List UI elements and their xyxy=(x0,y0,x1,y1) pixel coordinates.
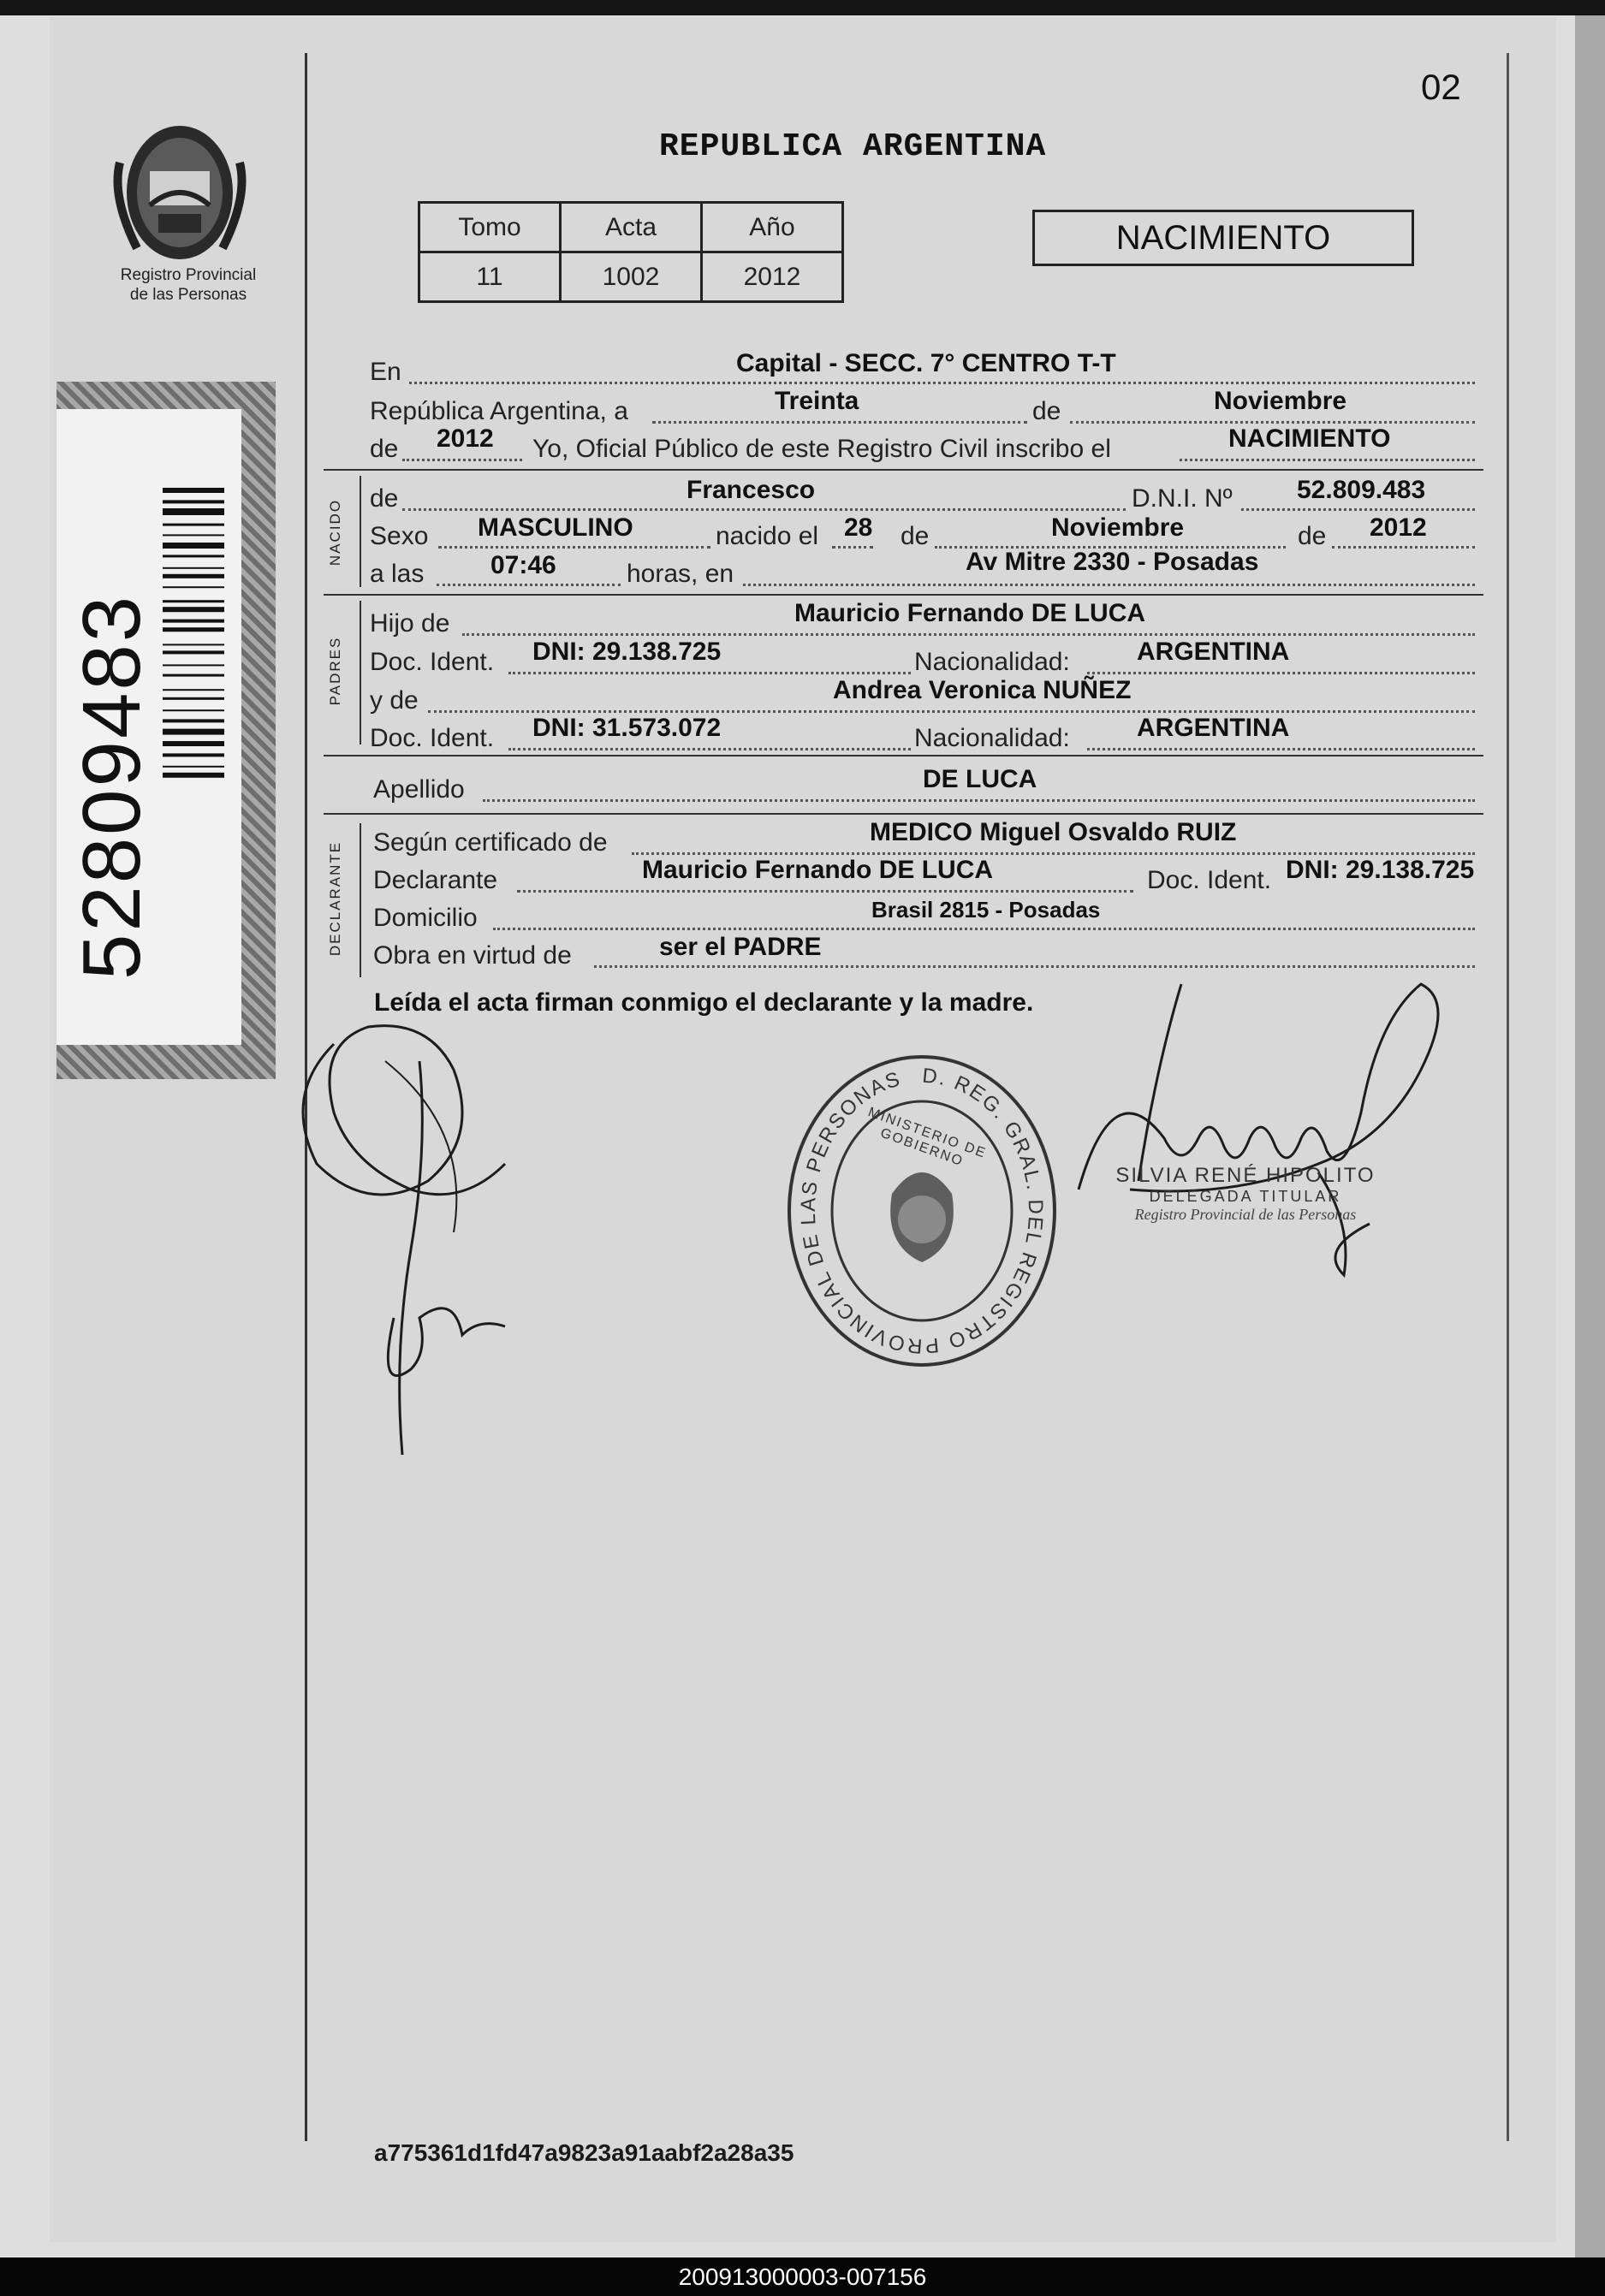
closing-statement: Leída el acta firman conmigo el declarante y la madre. xyxy=(374,988,1034,1017)
dotted-line xyxy=(743,584,1475,586)
dotted-line xyxy=(483,799,1475,802)
declarant-signature xyxy=(282,993,539,1472)
dotted-line xyxy=(832,546,873,549)
nacido-el-label: nacido el xyxy=(716,522,819,550)
de-label: de xyxy=(1032,397,1061,425)
father-name-value: Mauricio Fernando DE LUCA xyxy=(794,599,1146,627)
book-edge xyxy=(1575,15,1605,2257)
nacionalidad-label: Nacionalidad: xyxy=(914,648,1070,676)
child-name-value: Francesco xyxy=(687,476,816,504)
nacionalidad-label: Nacionalidad: xyxy=(914,724,1070,752)
oficial-text: Yo, Oficial Público de este Registro Civil inscribo el xyxy=(532,435,1111,463)
obra-value: ser el PADRE xyxy=(659,933,822,961)
seal-inner-text: MINISTERIO DE GOBIERNO xyxy=(865,1105,989,1170)
page-title: REPUBLICA ARGENTINA xyxy=(659,128,1047,165)
dotted-line xyxy=(1087,672,1475,674)
tomo-header: Tomo xyxy=(419,203,561,252)
apellido-label: Apellido xyxy=(373,775,465,804)
domicilio-value: Brasil 2815 - Posadas xyxy=(871,897,1101,923)
official-registry: Registro Provincial de las Personas xyxy=(1134,1206,1357,1223)
barcode-bar xyxy=(163,664,224,666)
acta-value: 1002 xyxy=(561,252,702,302)
dotted-line xyxy=(1180,459,1475,461)
birth-month-value: Noviembre xyxy=(1051,513,1185,542)
barcode-number: 52809483 xyxy=(66,593,158,980)
hijo-label: Hijo de xyxy=(370,609,450,638)
footer-identifier: 200913000003-007156 xyxy=(0,2257,1605,2296)
cert-label: Según certificado de xyxy=(373,828,608,857)
time-value: 07:46 xyxy=(490,551,556,579)
nacido-de-label: de xyxy=(370,484,399,513)
barcode-bar xyxy=(163,488,224,493)
barcode-bar xyxy=(163,773,224,778)
sexo-label: Sexo xyxy=(370,522,429,550)
barcode-bar xyxy=(163,543,224,549)
right-margin-line xyxy=(1507,53,1509,2141)
year-label: de xyxy=(370,435,399,463)
dni-label: D.N.I. Nº xyxy=(1132,484,1233,513)
day-word-value: Treinta xyxy=(775,387,859,415)
barcode-bar xyxy=(163,674,224,677)
padres-section-label: PADRES xyxy=(327,636,343,706)
republica-label: República Argentina, a xyxy=(370,397,628,425)
event-value: NACIMIENTO xyxy=(1228,424,1391,453)
tomo-value: 11 xyxy=(419,252,561,302)
obra-label: Obra en virtud de xyxy=(373,941,572,970)
barcode-bar xyxy=(163,644,224,645)
dotted-line xyxy=(1332,546,1475,549)
barcode-bar xyxy=(163,508,224,515)
barcode-bar xyxy=(163,753,224,756)
official-role: DELEGADA TITULAR xyxy=(1149,1188,1342,1205)
dotted-line xyxy=(508,748,911,751)
dotted-line xyxy=(493,928,1475,930)
place-value: Capital - SECC. 7° CENTRO T-T xyxy=(736,349,1116,377)
declarante-doc-value: DNI: 29.138.725 xyxy=(1286,856,1475,884)
domicilio-label: Domicilio xyxy=(373,904,478,932)
barcode-bars xyxy=(163,488,224,967)
barcode-bar xyxy=(163,620,224,623)
dotted-line xyxy=(462,633,1475,636)
barcode-bar xyxy=(163,586,224,588)
section-rule xyxy=(324,594,1483,596)
dotted-line xyxy=(1070,421,1475,424)
barcode-bar xyxy=(163,650,224,654)
section-bracket xyxy=(360,476,361,587)
dotted-line xyxy=(428,710,1475,713)
dotted-line xyxy=(409,382,1475,384)
de-label: de xyxy=(901,522,930,550)
barcode-bar xyxy=(163,600,224,602)
mother-name-value: Andrea Veronica NUÑEZ xyxy=(833,676,1132,704)
father-nationality-value: ARGENTINA xyxy=(1137,638,1290,666)
barcode-bar xyxy=(163,534,224,536)
dotted-line xyxy=(438,546,710,549)
barcode-bar xyxy=(163,500,224,503)
barcode-bar xyxy=(163,766,224,768)
dotted-line xyxy=(517,890,1133,893)
barcode-bar xyxy=(163,689,224,691)
year-value: 2012 xyxy=(437,424,494,453)
dotted-line xyxy=(508,672,911,674)
dotted-line xyxy=(1241,508,1475,511)
dotted-line xyxy=(402,508,1126,511)
logo-caption xyxy=(86,265,291,305)
barcode-bar xyxy=(163,729,224,735)
declarante-section-label: DECLARANTE xyxy=(327,840,343,957)
sexo-value: MASCULINO xyxy=(478,513,633,542)
logo-caption-line2: de las Personas xyxy=(129,286,247,304)
father-doc-value: DNI: 29.138.725 xyxy=(532,638,722,666)
barcode-bar xyxy=(163,741,224,746)
section-rule xyxy=(324,755,1483,756)
section-rule xyxy=(324,469,1483,471)
barcode-bar xyxy=(163,719,224,722)
dotted-line xyxy=(402,459,522,461)
dotted-line xyxy=(652,421,1027,424)
barcode-bar xyxy=(163,627,224,632)
barcode-bar xyxy=(163,709,224,711)
document-type-box: NACIMIENTO xyxy=(1032,210,1414,266)
official-seal xyxy=(781,1048,1063,1391)
section-rule xyxy=(324,813,1483,815)
barcode-bar xyxy=(163,555,224,557)
doc-ident-label: Doc. Ident. xyxy=(1147,866,1272,894)
logo-caption-line1: Registro Provincial xyxy=(120,266,257,284)
doc-ident-label: Doc. Ident. xyxy=(370,648,495,676)
alas-label: a las xyxy=(370,560,425,588)
anio-header: Año xyxy=(702,203,843,252)
birth-year-value: 2012 xyxy=(1370,513,1427,542)
cert-value: MEDICO Miguel Osvaldo RUIZ xyxy=(870,818,1237,846)
birth-place-value: Av Mitre 2330 - Posadas xyxy=(966,548,1259,576)
en-label: En xyxy=(370,358,401,386)
dotted-line xyxy=(437,584,621,586)
barcode-bar xyxy=(163,697,224,700)
birth-day-value: 28 xyxy=(844,513,873,542)
acta-header: Acta xyxy=(561,203,702,252)
dotted-line xyxy=(632,852,1475,855)
mother-nationality-value: ARGENTINA xyxy=(1137,714,1290,742)
section-bracket xyxy=(360,823,361,977)
page-number: 02 xyxy=(1421,67,1461,107)
child-dni-value: 52.809.483 xyxy=(1297,476,1426,504)
dotted-line xyxy=(1087,748,1475,751)
provincial-emblem-logo xyxy=(111,111,248,274)
barcode-bar xyxy=(163,607,224,612)
barcode-bar xyxy=(163,524,224,526)
doc-ident-label: Doc. Ident. xyxy=(370,724,495,752)
official-name: SILVIA RENÉ HIPOLITO xyxy=(1115,1164,1376,1187)
section-bracket xyxy=(360,601,361,745)
reference-table xyxy=(418,201,844,303)
anio-value: 2012 xyxy=(702,252,843,302)
barcode-bar xyxy=(163,567,224,569)
mother-doc-value: DNI: 31.573.072 xyxy=(532,714,722,742)
apellido-value: DE LUCA xyxy=(923,765,1037,793)
official-name-stamp xyxy=(1096,1164,1395,1224)
official-signature xyxy=(1061,967,1447,1284)
declarante-name-value: Mauricio Fernando DE LUCA xyxy=(642,856,994,884)
seal-ring-text: D. REG. GRAL. DEL REGISTRO PROVINCIAL DE LAS PERSONAS xyxy=(796,1064,1048,1358)
yde-label: y de xyxy=(370,686,419,715)
declarante-label: Declarante xyxy=(373,866,498,894)
de-label: de xyxy=(1298,522,1327,550)
document-hash: a775361d1fd47a9823a91aabf2a28a35 xyxy=(374,2139,794,2166)
nacido-section-label: NACIDO xyxy=(327,498,343,567)
barcode-bar xyxy=(163,574,224,578)
month-value: Noviembre xyxy=(1214,387,1347,415)
horas-label: horas, en xyxy=(627,560,734,588)
